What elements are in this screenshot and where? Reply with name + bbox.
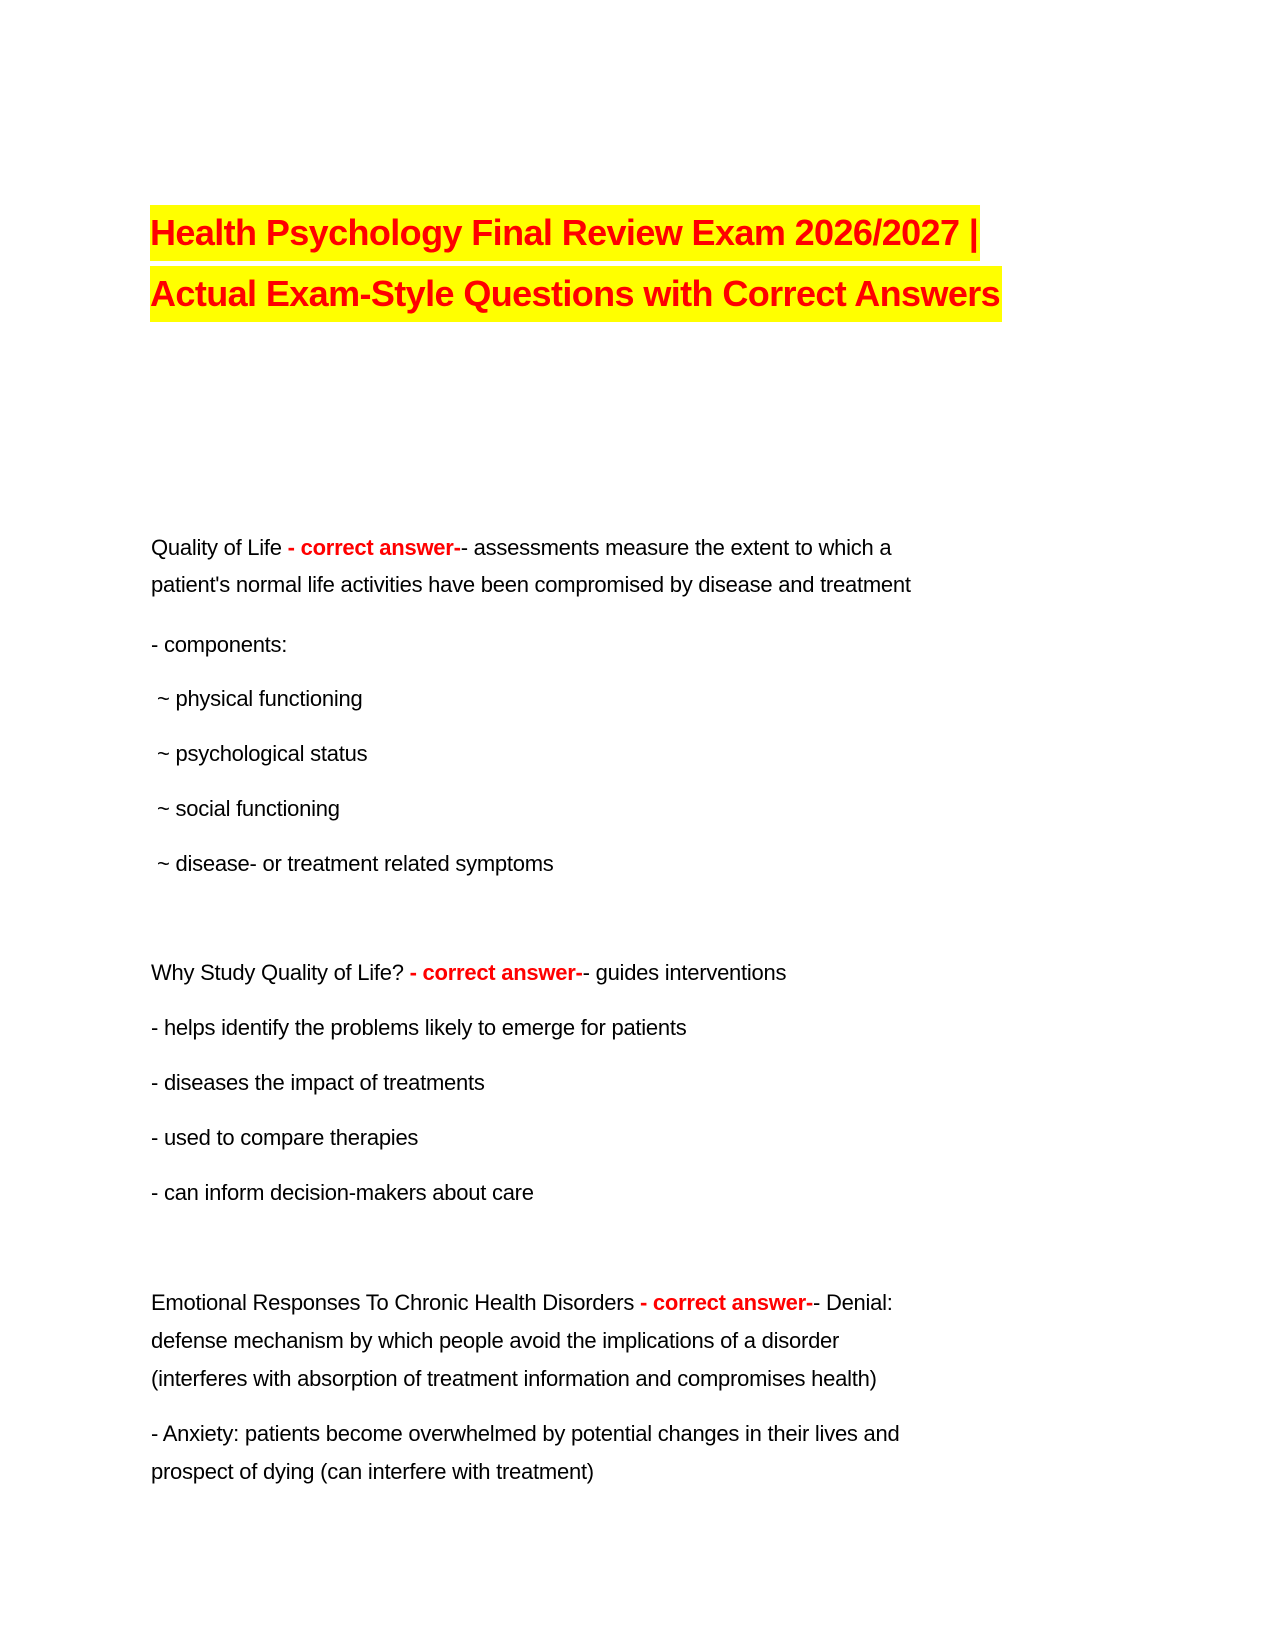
entry-3-answer-continuation: (interferes with absorption of treatment information and compromises health)	[151, 1366, 877, 1391]
document-title-line-2: Actual Exam-Style Questions with Correct Answers	[150, 266, 1002, 322]
entry-3-answer-continuation: defense mechanism by which people avoid the implications of a disorder	[151, 1328, 840, 1353]
entry-1-question: Quality of Life	[151, 535, 288, 560]
document-title-line-1: Health Psychology Final Review Exam 2026/2027 |	[150, 205, 980, 261]
entry-2-answer-marker: - correct answer-	[409, 960, 583, 985]
entry-2-point: - can inform decision-makers about care	[151, 1180, 534, 1205]
entry-3-question: Emotional Responses To Chronic Health Disorders	[151, 1290, 640, 1315]
entry-2-question-line	[151, 958, 786, 988]
entry-1-point: ~ disease- or treatment related symptoms	[157, 851, 554, 876]
entry-1-answer-marker: - correct answer-	[287, 535, 461, 560]
entry-1-point: - components:	[151, 632, 288, 657]
entry-2-point: - used to compare therapies	[151, 1125, 419, 1150]
entry-1-answer: - assessments measure the extent to which a	[460, 535, 892, 560]
entry-3-point: - Anxiety: patients become overwhelmed by potential changes in their lives and	[151, 1421, 900, 1446]
entry-1-answer-continuation: patient's normal life activities have been compromised by disease and treatment	[151, 572, 911, 597]
entry-3-answer-marker: - correct answer-	[639, 1290, 813, 1315]
entry-2-answer: - guides interventions	[582, 960, 787, 985]
entry-3-answer: - Denial:	[813, 1290, 893, 1315]
entry-3-question-line	[151, 1288, 893, 1318]
entry-1-question-line	[151, 533, 891, 563]
entry-2-question: Why Study Quality of Life?	[151, 960, 410, 985]
entry-1-point: ~ physical functioning	[157, 686, 363, 711]
entry-3-point-continuation: prospect of dying (can interfere with treatment)	[151, 1459, 594, 1484]
entry-2-point: - helps identify the problems likely to emerge for patients	[151, 1015, 687, 1040]
entry-1-point: ~ social functioning	[157, 796, 340, 821]
entry-1-point: ~ psychological status	[157, 741, 368, 766]
entry-2-point: - diseases the impact of treatments	[151, 1070, 485, 1095]
